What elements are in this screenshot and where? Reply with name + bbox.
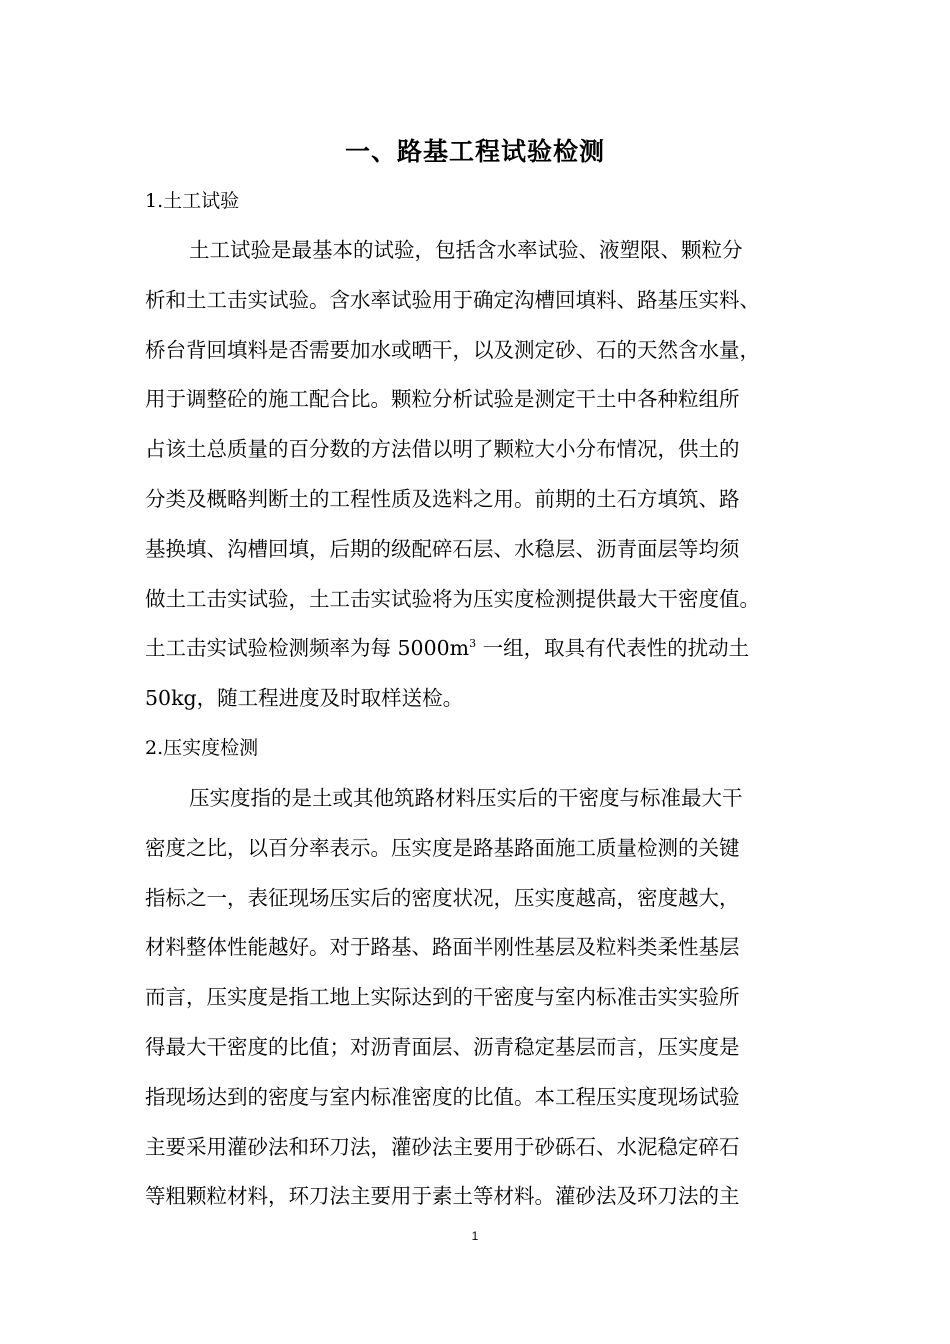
paragraph-compaction [145,782,810,1230]
paragraph-line: 主要采用灌砂法和环刀法，灌砂法主要用于砂砾石、水泥稳定碎石 [145,1134,740,1159]
section-heading-compaction: 2.压实度检测 [145,737,259,759]
page-number: 1 [471,1229,479,1243]
paragraph-line: 材料整体性能越好。对于路基、路面半刚性基层及粒料类柔性基层 [145,935,740,960]
paragraph-line: 占该土总质量的百分数的方法借以明了颗粒大小分布情况，供土的 [145,437,740,462]
paragraph-line: 而言，压实度是指工地上实际达到的干密度与室内标准击实实验所 [145,985,740,1010]
paragraph-line: 土工试验是最基本的试验，包括含水率试验、液塑限、颗粒分 [189,238,743,262]
paragraph-line: 压实度指的是土或其他筑路材料压实后的干密度与标准最大干 [189,786,743,810]
page-title: 一、路基工程试验检测 [344,137,605,166]
superscript-exponent: 3 [469,637,477,651]
line-text: 一组，取具有代表性的扰动土 [476,636,750,661]
paragraph-line: 等粗颗粒材料，环刀法主要用于素土等材料。灌砂法及环刀法的主 [145,1184,740,1209]
paragraph-line: 密度之比，以百分率表示。压实度是路基路面施工质量检测的关键 [145,835,740,860]
paragraph-line: 50kg，随工程进度及时取样送检。 [145,686,464,711]
paragraph-line: 桥台背回填料是否需要加水或晒干，以及测定砂、石的天然含水量， [145,337,760,362]
paragraph-line [145,632,810,682]
paragraph-line: 得最大干密度的比值；对沥青面层、沥青稳定基层而言，压实度是 [145,1034,740,1059]
paragraph-line: 析和土工击实试验。含水率试验用于确定沟槽回填料、路基压实料、 [145,287,760,312]
line-text: 土工击实试验检测频率为每 5000m [145,636,470,661]
paragraph-line: 指现场达到的密度与室内标准密度的比值。本工程压实度现场试验 [145,1084,740,1109]
paragraph-line: 分类及概略判断土的工程性质及选料之用。前期的土石方填筑、路 [145,486,740,511]
paragraph-line: 用于调整砼的施工配合比。颗粒分析试验是测定干土中各种粒组所 [145,387,740,412]
paragraph-line: 做土工击实试验，土工击实试验将为压实度检测提供最大干密度值。 [145,586,760,611]
section-heading-soil-test: 1.土工试验 [145,190,240,212]
paragraph-soil-test [145,234,810,732]
paragraph-line: 指标之一，表征现场压实后的密度状况，压实度越高，密度越大， [145,885,740,910]
paragraph-line: 基换填、沟槽回填，后期的级配碎石层、水稳层、沥青面层等均须 [145,536,740,561]
